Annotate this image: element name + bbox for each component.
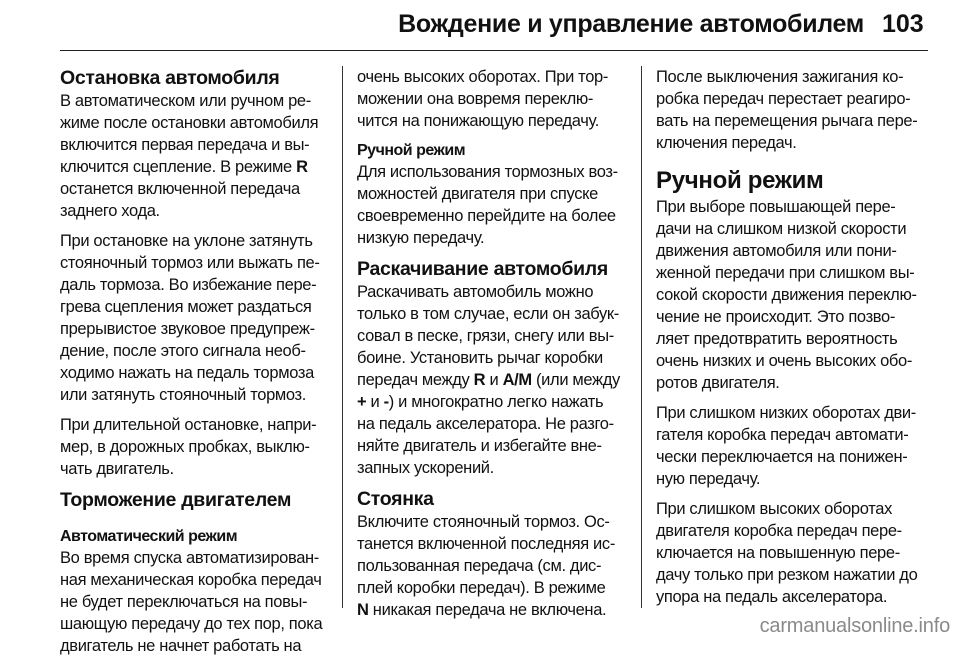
text-line: можностей двигателя при спуске [357, 185, 598, 203]
text-line: ротов двигателя. [656, 374, 780, 392]
text-line: боине. Установить рычаг коробки [357, 349, 603, 367]
text-line: двигателя коробка передач пере- [656, 522, 902, 540]
text-line: останется включенной передача [60, 180, 300, 198]
heading-engine-braking: Торможение двигателем [60, 489, 292, 511]
spacer [60, 512, 332, 526]
text-line: или затянуть стояночный тормоз. [60, 386, 307, 404]
paragraph-manual-braking [357, 161, 627, 249]
text-fragment: никакая передача не включена. [368, 601, 607, 619]
text-line: низкую передачу. [357, 229, 485, 247]
text-line: танется включенной последняя ис- [357, 535, 615, 553]
text-line: ную передачу. [656, 470, 761, 488]
text-line: чески переключается на понижен- [656, 448, 908, 466]
text-line: мер, в дорожных пробках, выклю- [60, 438, 310, 456]
text-line: не будет переключаться на повы- [60, 593, 308, 611]
paragraph-manual-3 [656, 498, 928, 608]
text-line: чать двигатель. [60, 460, 174, 478]
text-line: на педаль акселератора. Не разго- [357, 415, 614, 433]
text-line: включится первая передача и вы- [60, 136, 310, 154]
section-title: Вождение и управление автомобилем [398, 10, 864, 38]
paragraph-stop-2 [60, 230, 332, 406]
text-fragment: (или между [531, 371, 620, 389]
paragraph-parking [357, 511, 627, 621]
subheading-auto-mode: Автоматический режим [60, 528, 238, 545]
text-line: При выборе повышающей пере- [656, 198, 896, 216]
text-line: После выключения зажигания ко- [656, 68, 904, 86]
text-line: ключится сцепление. В режиме [60, 158, 297, 176]
text-line: чение не происходит. Это позво- [656, 308, 895, 326]
column-3 [656, 66, 928, 616]
column-divider-1 [342, 66, 343, 608]
text-line: дачи на слишком низкой скорости [656, 220, 907, 238]
gear-symbol-r: R [296, 158, 308, 176]
text-line: ключения передач. [656, 134, 797, 152]
heading-parking: Стоянка [357, 488, 434, 510]
header-divider [60, 50, 928, 51]
text-line: ходимо нажать на педаль тормоза [60, 364, 314, 382]
text-line: При остановке на уклоне затянуть [60, 232, 313, 250]
text-line: При слишком высоких оборотах [656, 500, 892, 518]
column-2 [357, 66, 627, 629]
text-line: робка передач перестает реагиро- [656, 90, 911, 108]
paragraph-auto-mode [60, 547, 332, 657]
text-line: дение, после этого сигнала необ- [60, 342, 306, 360]
text-line: ключается на повышенную пере- [656, 544, 900, 562]
text-line: Включите стояночный тормоз. Ос- [357, 513, 610, 531]
page-number: 103 [882, 10, 924, 38]
text-line: упора на педаль акселератора. [656, 588, 888, 606]
text-line: движения автомобиля или пони- [656, 242, 897, 260]
subheading-manual-mode: Ручной режим [357, 142, 466, 159]
heading-rocking: Раскачивание автомобиля [357, 258, 608, 280]
gear-symbol-am: A/M [502, 371, 532, 389]
text-line: очень низких и очень высоких обо- [656, 352, 912, 370]
gear-symbol-r: R [473, 371, 486, 389]
text-fragment: и [366, 393, 384, 411]
text-line: только в том случае, если он забук- [357, 305, 619, 323]
watermark: carmanualsonline.info [759, 615, 950, 637]
text-line: дачу только при резком нажатии до [656, 566, 918, 584]
paragraph-rocking [357, 281, 627, 479]
gear-symbol-minus: - [383, 393, 389, 411]
heading-manual-mode: Ручной режим [656, 167, 824, 194]
gear-symbol-n: N [357, 601, 369, 619]
text-line: можении она вовремя переклю- [357, 90, 594, 108]
text-line: даль тормоза. Во избежание пере- [60, 276, 317, 294]
text-line: В автоматическом или ручном ре- [60, 92, 311, 110]
text-line: гателя коробка передач автомати- [656, 426, 909, 444]
text-line: При длительной остановке, напри- [60, 416, 317, 434]
text-line: передач между [357, 371, 474, 389]
paragraph-auto-mode-cont [357, 66, 627, 132]
column-divider-2 [641, 66, 642, 608]
text-fragment: ) и многократно легко нажать [388, 393, 604, 411]
paragraph-manual-1 [656, 196, 928, 394]
text-line: Во время спуска автоматизирован- [60, 549, 319, 567]
paragraph-stop-1 [60, 90, 332, 222]
text-line: няйте двигатель и избегайте вне- [357, 437, 602, 455]
text-line: очень высоких оборотах. При тор- [357, 68, 609, 86]
text-line: ляет предотвратить вероятность [656, 330, 898, 348]
text-line: Для использования тормозных воз- [357, 163, 618, 181]
text-line: сокой скорости движения переклю- [656, 286, 917, 304]
text-line: грева сцепления может раздаться [60, 298, 312, 316]
column-1 [60, 66, 332, 665]
text-line: плей коробки передач). В режиме [357, 579, 606, 597]
text-line: своевременно перейдите на более [357, 207, 616, 225]
text-line: Раскачивать автомобиль можно [357, 283, 594, 301]
text-line: шающую передачу до тех пор, пока [60, 615, 323, 633]
heading-stop: Остановка автомобиля [60, 67, 280, 89]
gear-symbol-plus: + [357, 393, 367, 411]
text-line: пользованная передача (см. дис- [357, 557, 602, 575]
text-line: двигатель не начнет работать на [60, 637, 302, 655]
text-line: стояночный тормоз или выжать пе- [60, 254, 320, 272]
text-line: жиме после остановки автомобиля [60, 114, 319, 132]
text-line: При слишком низких оборотах дви- [656, 404, 916, 422]
text-line: запных ускорений. [357, 459, 494, 477]
text-line: заднего хода. [60, 202, 160, 220]
text-line: женной передачи при слишком вы- [656, 264, 915, 282]
text-fragment: и [485, 371, 503, 389]
text-line: совал в песке, грязи, снегу или вы- [357, 327, 614, 345]
text-line: ная механическая коробка передач [60, 571, 322, 589]
text-line: вать на перемещения рычага пере- [656, 112, 918, 130]
paragraph-stop-3 [60, 414, 332, 480]
paragraph-manual-2 [656, 402, 928, 490]
text-line: прерывистое звуковое предупреж- [60, 320, 315, 338]
paragraph-parking-cont [656, 66, 928, 154]
text-line: чится на понижающую передачу. [357, 112, 599, 130]
